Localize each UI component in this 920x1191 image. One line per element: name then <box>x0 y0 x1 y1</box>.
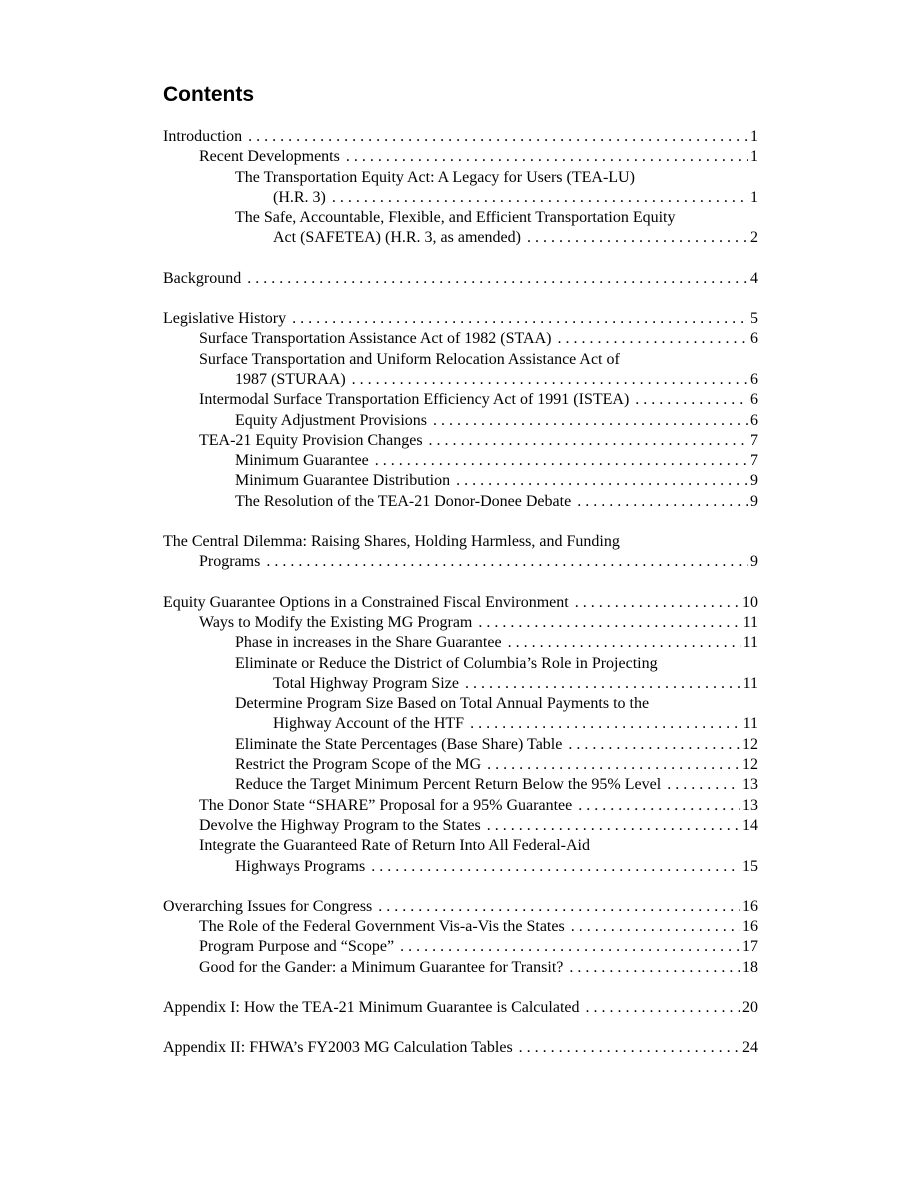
toc-page-number: 11 <box>742 674 758 692</box>
toc-page-number: 2 <box>750 229 758 247</box>
toc-entry[interactable] <box>163 998 758 1018</box>
toc-entry[interactable] <box>163 593 758 613</box>
dot-leader <box>487 755 740 775</box>
dot-leader <box>332 188 748 208</box>
toc-entry-title: Act (SAFETEA) (H.R. 3, as amended) <box>273 229 521 247</box>
dot-leader <box>635 390 748 410</box>
toc-entry[interactable] <box>163 654 758 695</box>
toc-entry[interactable] <box>163 451 758 471</box>
toc-entry[interactable] <box>163 897 758 917</box>
toc-entry-title: 1987 (STURAA) <box>235 370 346 388</box>
dot-leader <box>571 917 740 937</box>
toc-page-number: 9 <box>750 492 758 510</box>
toc-entry-title: The Role of the Federal Government Vis-a-Vis the States <box>199 918 565 936</box>
toc-page-number: 9 <box>750 553 758 571</box>
toc-entry[interactable] <box>163 147 758 167</box>
toc-entry[interactable] <box>163 937 758 957</box>
toc-page-number: 1 <box>750 128 758 145</box>
toc-page-number: 10 <box>742 593 758 611</box>
toc-entry[interactable] <box>163 269 758 289</box>
toc-entry[interactable] <box>163 735 758 755</box>
toc-entry-title: Surface Transportation and Uniform Relocation Assistance Act of <box>199 350 620 368</box>
toc-page-number: 14 <box>742 816 758 834</box>
toc-entry[interactable] <box>163 431 758 451</box>
dot-leader <box>557 329 748 349</box>
toc-entry[interactable] <box>163 796 758 816</box>
toc-entry[interactable] <box>163 492 758 512</box>
toc-page-number: 1 <box>750 148 758 166</box>
dot-leader <box>248 127 748 147</box>
toc-entry[interactable] <box>163 350 758 391</box>
toc-page-number: 7 <box>750 452 758 470</box>
dot-leader <box>508 633 741 653</box>
dot-leader <box>465 674 741 694</box>
dot-leader <box>266 552 748 572</box>
toc-entry[interactable] <box>163 958 758 978</box>
dot-leader <box>487 816 740 836</box>
dot-leader <box>378 897 740 917</box>
toc-page-number: 20 <box>742 998 758 1016</box>
dot-leader <box>352 370 748 390</box>
dot-leader <box>247 269 748 289</box>
toc-entry[interactable] <box>163 329 758 349</box>
toc-entry-title: Restrict the Program Scope of the MG <box>235 756 482 774</box>
toc-entry[interactable] <box>163 532 758 573</box>
toc-entry-title: Overarching Issues for Congress <box>163 897 373 915</box>
toc-page-number: 11 <box>742 634 758 652</box>
toc-page-number: 9 <box>750 472 758 490</box>
toc-entry-title: Appendix I: How the TEA-21 Minimum Guarantee is Calculated <box>163 998 580 1016</box>
toc-entry-title: Intermodal Surface Transportation Efficiency Act of 1991 (ISTEA) <box>199 391 630 409</box>
toc-page-number: 1 <box>750 188 758 206</box>
toc-entry-title: The Donor State “SHARE” Proposal for a 95% Guarantee <box>199 796 573 814</box>
toc-entry-title: Program Purpose and “Scope” <box>199 938 395 956</box>
toc-page-number: 16 <box>742 918 758 936</box>
toc-entry-title: Determine Program Size Based on Total Annual Payments to the <box>235 695 650 713</box>
toc-entry-title: Devolve the Highway Program to the States <box>199 816 481 834</box>
toc-entry-title: Appendix II: FHWA’s FY2003 MG Calculation Tables <box>163 1039 513 1057</box>
toc-entry[interactable] <box>163 836 758 877</box>
toc-entry-title: Ways to Modify the Existing MG Program <box>199 613 473 631</box>
toc-page-number: 13 <box>742 776 758 794</box>
toc-page-number: 24 <box>742 1039 758 1057</box>
toc-entry[interactable] <box>163 471 758 491</box>
toc-entry[interactable] <box>163 411 758 431</box>
toc-entry-title: TEA-21 Equity Provision Changes <box>199 431 423 449</box>
toc-entry-title: Recent Developments <box>199 148 340 166</box>
toc-entry[interactable] <box>163 633 758 653</box>
toc-entry-title: The Transportation Equity Act: A Legacy for Users (TEA-LU) <box>235 168 635 186</box>
dot-leader <box>478 613 740 633</box>
toc-entry-title: Minimum Guarantee <box>235 452 369 470</box>
toc-entry-title: The Safe, Accountable, Flexible, and Efficient Transportation Equity <box>235 209 676 227</box>
dot-leader <box>519 1038 740 1058</box>
toc-entry-title: Surface Transportation Assistance Act of 1982 (STAA) <box>199 330 552 348</box>
toc-page-number: 15 <box>742 857 758 875</box>
table-of-contents <box>163 127 758 1059</box>
toc-page-number: 6 <box>750 391 758 409</box>
toc-entry[interactable] <box>163 168 758 209</box>
toc-entry-title: Minimum Guarantee Distribution <box>235 472 451 490</box>
toc-page-number: 6 <box>750 370 758 388</box>
toc-entry-title: Legislative History <box>163 310 287 328</box>
toc-entry-title: The Central Dilemma: Raising Shares, Holding Harmless, and Funding <box>163 533 620 551</box>
dot-leader <box>575 593 740 613</box>
toc-page-number: 12 <box>742 756 758 774</box>
toc-entry[interactable] <box>163 917 758 937</box>
toc-entry-title: Equity Guarantee Options in a Constrained Fiscal Environment <box>163 593 569 611</box>
toc-entry-title: Reduce the Target Minimum Percent Return Below the 95% Level <box>235 776 662 794</box>
dot-leader <box>429 431 748 451</box>
toc-page-number: 11 <box>742 715 758 733</box>
toc-entry-title: Equity Adjustment Provisions <box>235 411 428 429</box>
toc-entry-title: Eliminate the State Percentages (Base Share) Table <box>235 735 563 753</box>
toc-entry-title: Introduction <box>163 128 243 145</box>
dot-leader <box>577 492 748 512</box>
dot-leader <box>470 714 741 734</box>
dot-leader <box>375 451 748 471</box>
dot-leader <box>568 735 740 755</box>
dot-leader <box>527 228 748 248</box>
toc-page-number: 17 <box>742 938 758 956</box>
dot-leader <box>456 471 748 491</box>
toc-entry[interactable] <box>163 755 758 775</box>
dot-leader <box>578 796 740 816</box>
toc-page-number: 6 <box>750 330 758 348</box>
toc-entry-title: Programs <box>199 553 261 571</box>
dot-leader <box>346 147 748 167</box>
toc-entry[interactable] <box>163 127 758 147</box>
dot-leader <box>400 937 740 957</box>
toc-entry-title: (H.R. 3) <box>273 188 326 206</box>
page-title: Contents <box>163 83 254 106</box>
toc-entry-title: Total Highway Program Size <box>273 674 459 692</box>
toc-entry-title: Good for the Gander: a Minimum Guarantee for Transit? <box>199 958 564 976</box>
dot-leader <box>667 775 740 795</box>
toc-page-number: 11 <box>742 613 758 631</box>
toc-entry[interactable] <box>163 816 758 836</box>
toc-entry[interactable] <box>163 613 758 633</box>
dot-leader <box>586 998 741 1018</box>
toc-entry[interactable] <box>163 390 758 410</box>
toc-entry-title: Highway Account of the HTF <box>273 715 465 733</box>
toc-page-number: 16 <box>742 897 758 915</box>
toc-page-number: 6 <box>750 411 758 429</box>
toc-page-number: 12 <box>742 735 758 753</box>
toc-entry[interactable] <box>163 694 758 735</box>
dot-leader <box>569 958 740 978</box>
dot-leader <box>292 309 748 329</box>
toc-page-number: 18 <box>742 958 758 976</box>
toc-entry[interactable] <box>163 208 758 249</box>
dot-leader <box>433 411 748 431</box>
toc-entry[interactable] <box>163 309 758 329</box>
toc-entry-title: The Resolution of the TEA-21 Donor-Donee Debate <box>235 492 572 510</box>
toc-entry-title: Background <box>163 269 242 287</box>
toc-entry[interactable] <box>163 775 758 795</box>
toc-page-number: 7 <box>750 431 758 449</box>
toc-entry[interactable] <box>163 1038 758 1058</box>
toc-entry-title: Highways Programs <box>235 857 366 875</box>
toc-entry-title: Phase in increases in the Share Guarantee <box>235 634 502 652</box>
toc-page-number: 13 <box>742 796 758 814</box>
toc-page-number: 4 <box>750 269 758 287</box>
toc-entry-title: Integrate the Guaranteed Rate of Return Into All Federal-Aid <box>199 837 590 855</box>
toc-page-number: 5 <box>750 310 758 328</box>
toc-entry-title: Eliminate or Reduce the District of Columbia’s Role in Projecting <box>235 654 658 672</box>
dot-leader <box>371 857 740 877</box>
